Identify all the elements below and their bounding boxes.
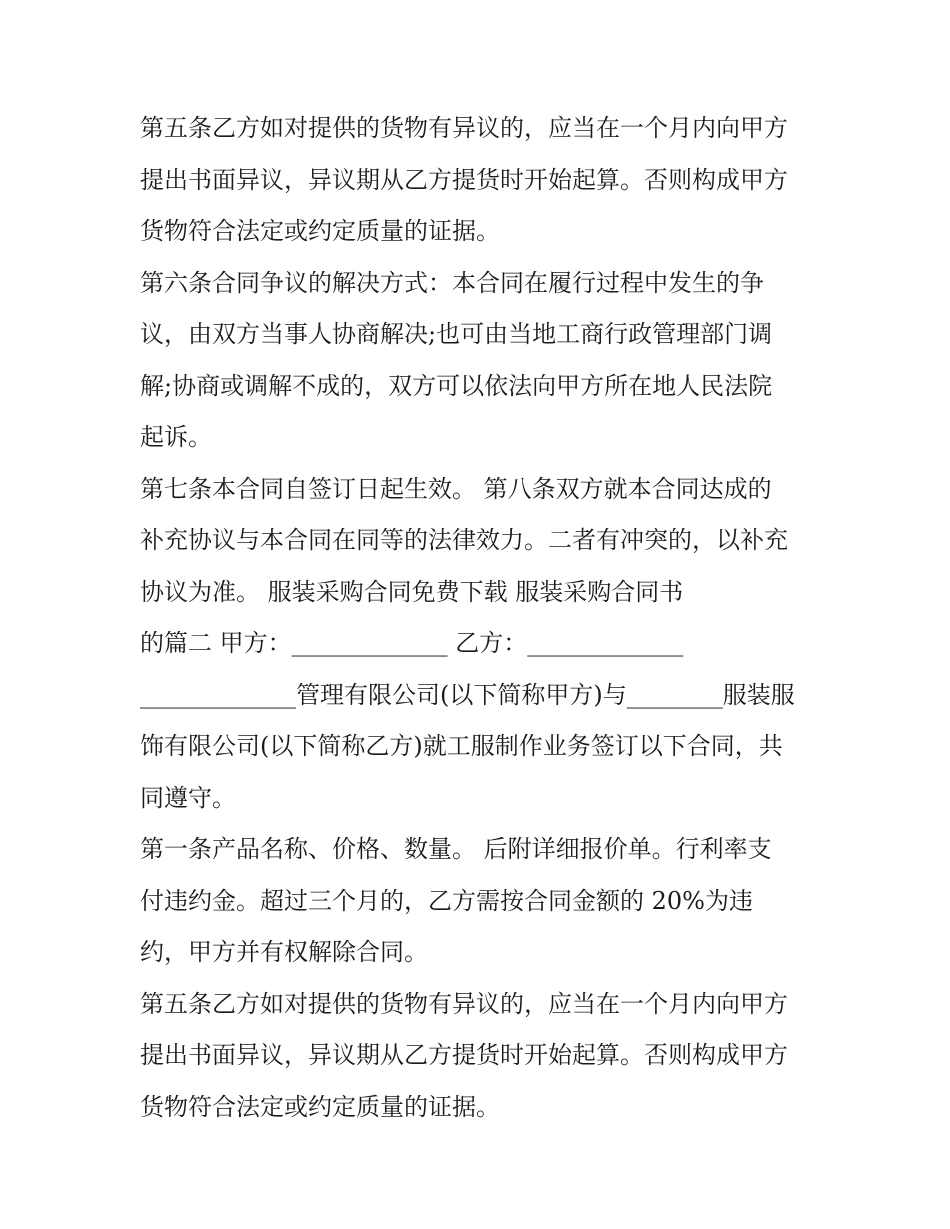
- text-line-12: _____________管理有限公司(以下简称甲方)与________服装服: [140, 680, 795, 709]
- text-line-4: 第六条合同争议的解决方式：本合同在履行过程中发生的争: [140, 268, 764, 297]
- text-line-19: 提出书面异议，异议期从乙方提货时开始起算。否则构成甲方: [140, 1041, 788, 1069]
- text-line-10: 协议为准。 服装采购合同免费下载 服装采购合同书: [140, 577, 684, 606]
- text-line-7: 起诉。: [140, 423, 212, 451]
- text-line-18: 第五条乙方如对提供的货物有异议的，应当在一个月内向甲方: [140, 989, 788, 1018]
- text-line-5: 议，由双方当事人协商解决;也可由当地工商行政管理部门调: [140, 320, 773, 348]
- document-body: [140, 103, 820, 1133]
- text-line-13: 饰有限公司(以下简称乙方)就工服制作业务签订以下合同，共: [140, 732, 783, 760]
- text-line-15: 第一条产品名称、价格、数量。 后附详细报价单。行利率支: [140, 835, 772, 863]
- text-line-11: 的篇二 甲方：_____________ 乙方：_____________: [140, 629, 684, 657]
- text-line-3: 货物符合法定或约定质量的证据。: [140, 217, 500, 245]
- text-line-6: 解;协商或调解不成的，双方可以依法向甲方所在地人民法院: [140, 371, 773, 400]
- text-line-14: 同遵守。: [140, 783, 236, 812]
- text-line-9: 补充协议与本合同在同等的法律效力。二者有冲突的，以补充: [140, 526, 788, 554]
- text-line-17: 约，甲方并有权解除合同。: [140, 938, 428, 966]
- text-line-8: 第七条本合同自签订日起生效。 第八条双方就本合同达成的: [140, 474, 772, 503]
- text-line-2: 提出书面异议，异议期从乙方提货时开始起算。否则构成甲方: [140, 165, 788, 194]
- text-line-1: 第五条乙方如对提供的货物有异议的，应当在一个月内向甲方: [140, 114, 788, 142]
- text-line-16: 付违约金。超过三个月的，乙方需按合同金额的 20%为违: [140, 886, 753, 915]
- text-line-20: 货物符合法定或约定质量的证据。: [140, 1092, 500, 1121]
